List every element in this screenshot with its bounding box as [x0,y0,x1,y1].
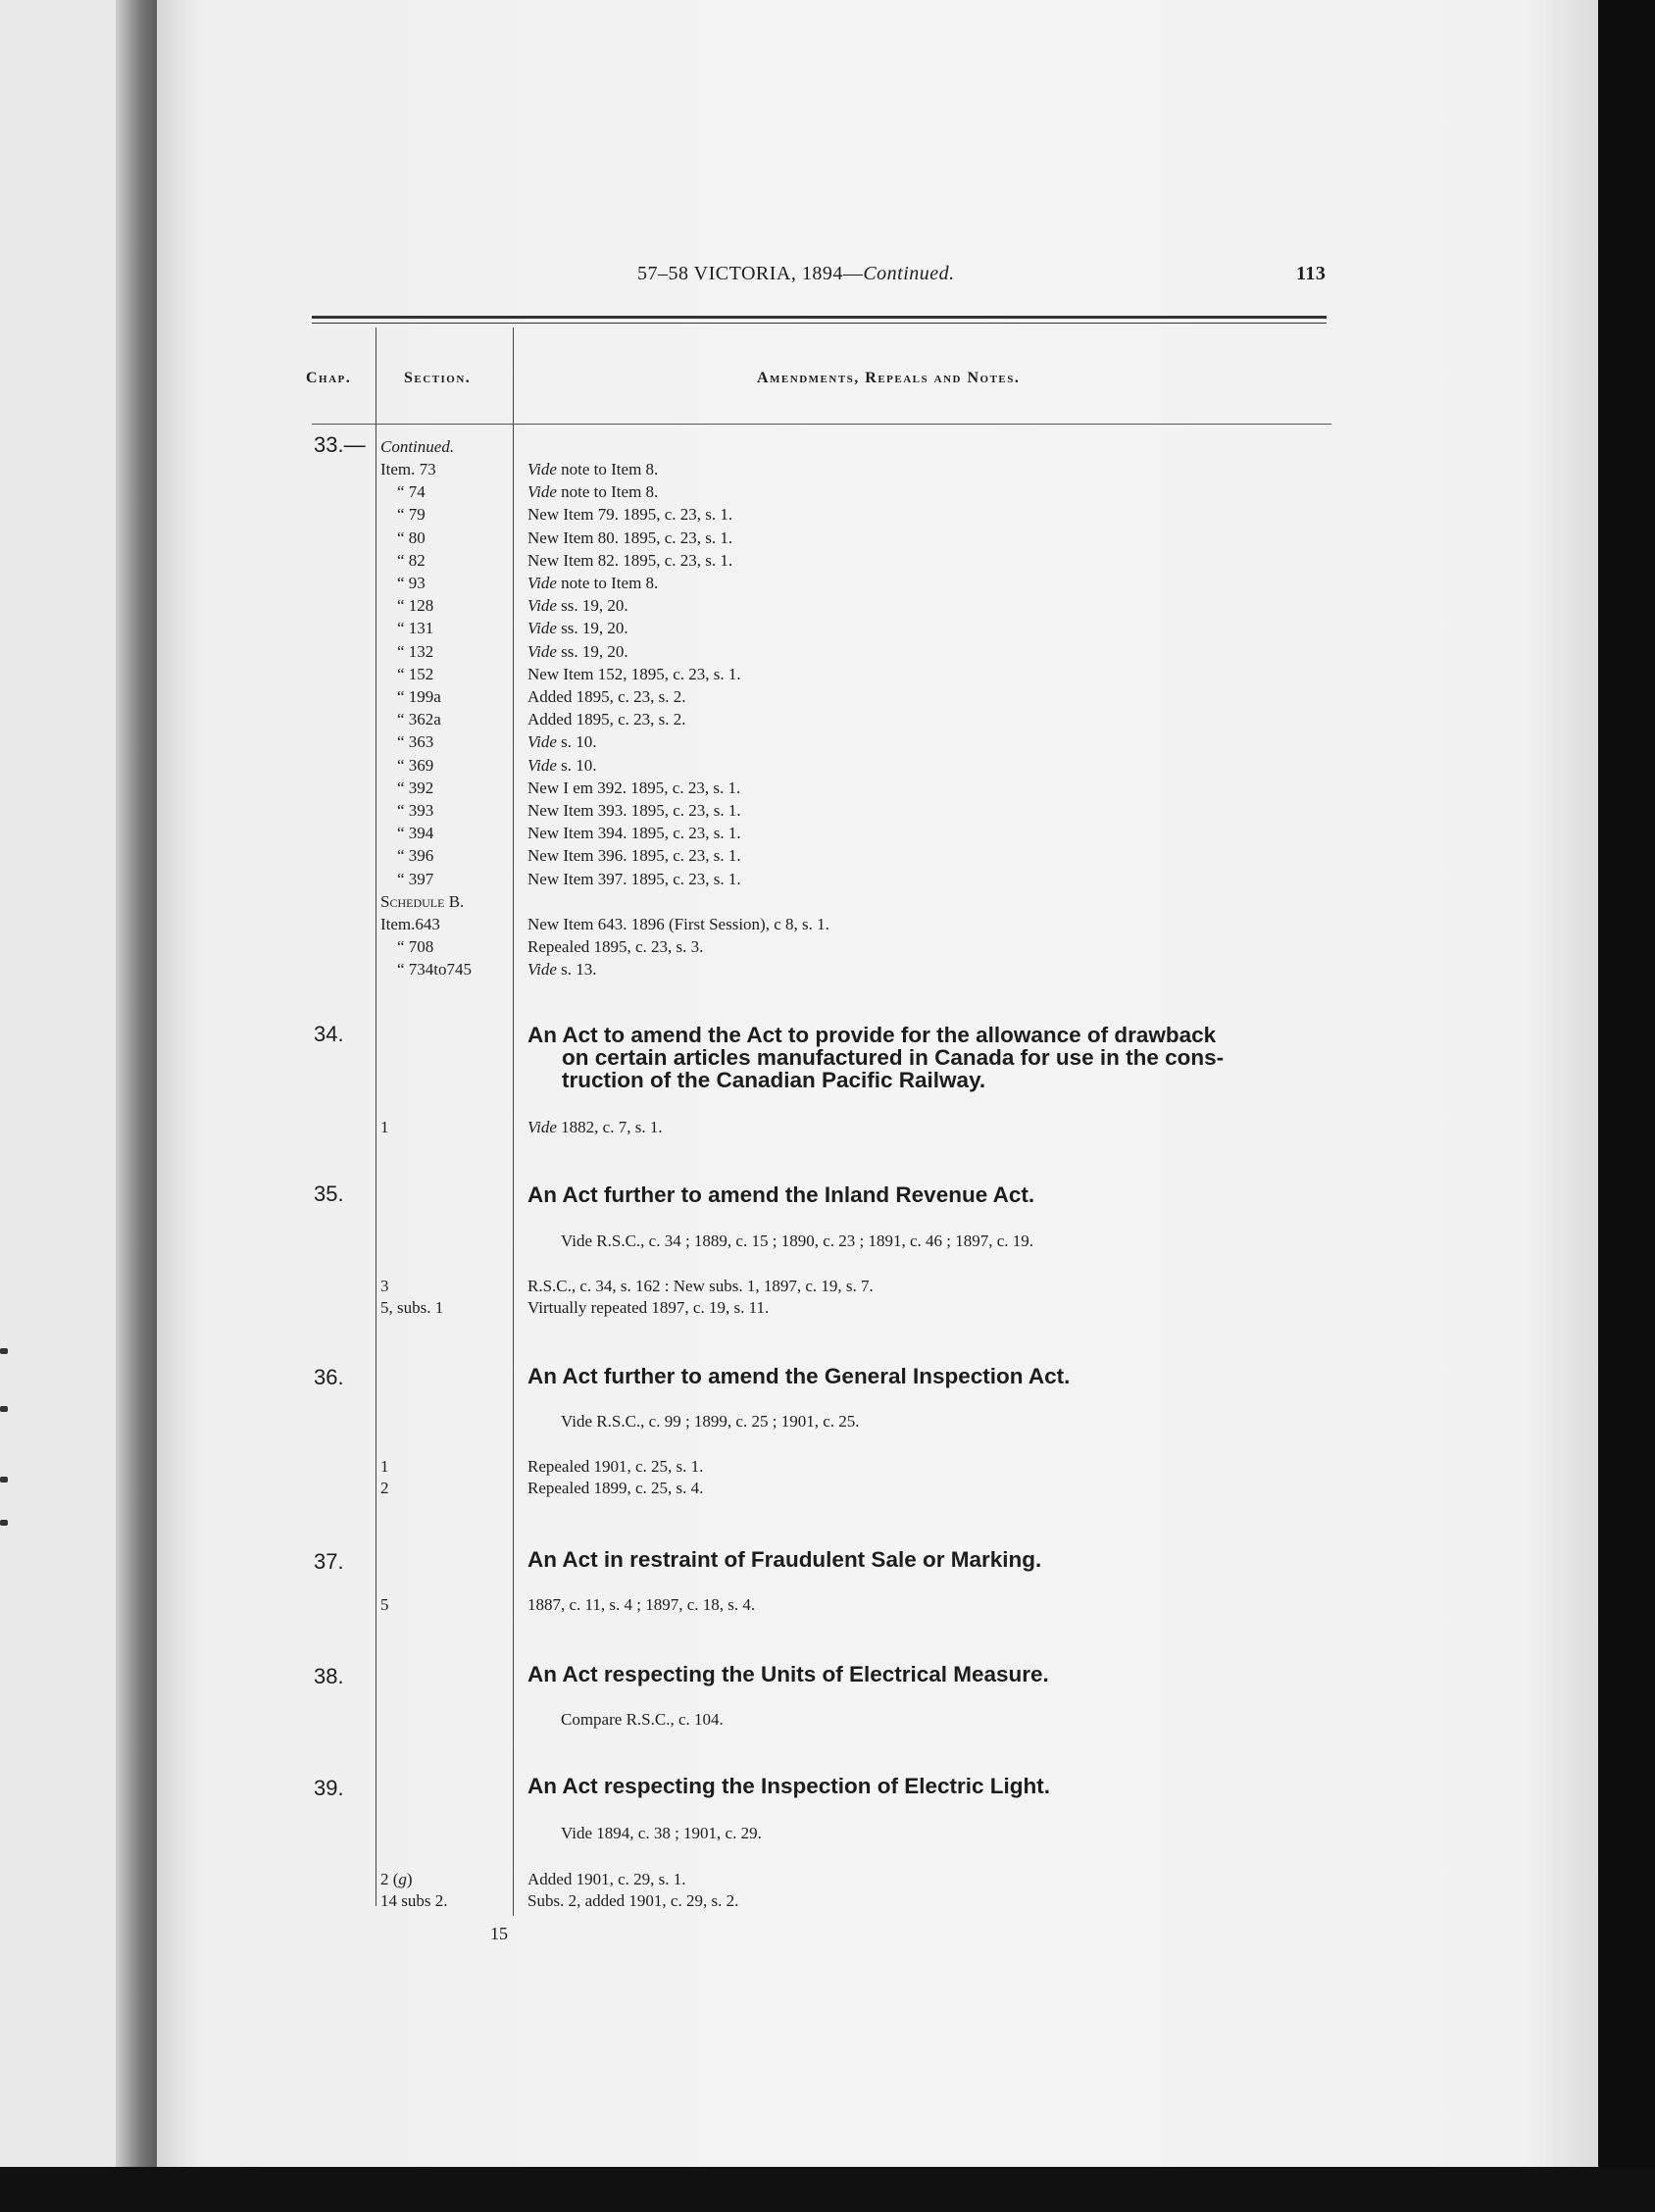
continued-label: Continued. [380,437,455,456]
amendment-note: Subs. 2, added 1901, c. 29, s. 2. [527,1891,739,1910]
section-number: 5, subs. 1 [380,1298,444,1317]
margin-mark [0,1406,8,1412]
section-number: 2 (g) [380,1870,413,1888]
section-number: “ 93 [397,574,426,592]
section-number: Item.643 [380,915,440,933]
act-title: An Act to amend the Act to provide for the allowance of drawback on certain articles manufactured in Canada for use in the cons- truction of the Canadian Pacific Railway. [527,1023,1225,1092]
amendment-note: Added 1895, c. 23, s. 2. [527,710,686,729]
act-title: An Act in restraint of Fraudulent Sale or Marking. [527,1547,1042,1572]
amendment-note: New Item 643. 1896 (First Session), c 8, s. 1. [527,915,829,933]
amendment-note: New Item 397. 1895, c. 23, s. 1. [527,870,741,888]
section-number: “ 363 [397,732,434,751]
chapter-number: 34. [314,1022,344,1046]
section-number: 2 [380,1479,389,1497]
section-number: “ 131 [397,619,434,637]
margin-mark [0,1520,8,1526]
amendment-note: Vide note to Item 8. [527,574,659,592]
act-title: An Act further to amend the Inland Revenue Act. [527,1182,1035,1207]
chapter-number: 38. [314,1664,344,1688]
section-number: 3 [380,1277,389,1295]
section-number: “ 79 [397,505,426,524]
section-number: “ 369 [397,756,434,775]
act-title: An Act respecting the Units of Electrical Measure. [527,1662,1049,1686]
amendment-note: Virtually repeated 1897, c. 19, s. 11. [527,1298,770,1317]
section-number: “ 396 [397,846,434,865]
section-number: “ 708 [397,937,434,956]
amendment-note: New Item 396. 1895, c. 23, s. 1. [527,846,741,865]
vide-note: Vide R.S.C., c. 34 ; 1889, c. 15 ; 1890, c. 23 ; 1891, c. 46 ; 1897, c. 19. [561,1232,1034,1250]
amendment-note: New Item 79. 1895, c. 23, s. 1. [527,505,733,524]
chapter-number: 39. [314,1776,344,1800]
background-bottom [0,2167,1655,2212]
section-number: “ 392 [397,779,434,797]
amendment-note: Repealed 1901, c. 25, s. 1. [527,1457,704,1476]
amendment-note: Added 1895, c. 23, s. 2. [527,687,686,706]
section-number: “ 362a [397,710,441,729]
section-number: “ 199a [397,687,441,706]
margin-mark [0,1477,8,1483]
section-number: “ 393 [397,801,434,820]
vide-note: Vide R.S.C., c. 99 ; 1899, c. 25 ; 1901, c. 25. [561,1412,860,1431]
column-divider-section [513,327,514,1916]
margin-mark [0,1348,8,1354]
header-rule [312,316,1327,319]
act-title: An Act respecting the Inspection of Electric Light. [527,1774,1050,1798]
signature-mark: 15 [490,1924,508,1943]
amendment-note: Vide s. 10. [527,756,597,775]
amendment-note: Vide note to Item 8. [527,482,659,501]
book-page [157,0,1598,2212]
background-edge [1598,0,1655,2212]
amendment-note: 1887, c. 11, s. 4 ; 1897, c. 18, s. 4. [527,1595,756,1614]
section-number: “ 152 [397,665,434,683]
amendment-note: Vide ss. 19, 20. [527,619,628,637]
section-number: “ 397 [397,870,434,888]
amendment-note: Vide ss. 19, 20. [527,596,628,615]
act-title: An Act further to amend the General Inspection Act. [527,1364,1071,1388]
section-number: 1 [380,1118,389,1136]
amendment-note: Vide s. 10. [527,732,597,751]
column-header-rule [312,424,1331,425]
book-gutter [116,0,157,2212]
column-header-chap: Chap. [306,370,352,386]
chapter-number: 37. [314,1549,344,1574]
section-number: “ 394 [397,824,434,842]
amendment-note: New Item 393. 1895, c. 23, s. 1. [527,801,741,820]
section-number: “ 80 [397,528,426,547]
section-number: 14 subs 2. [380,1891,448,1910]
column-header-section: Section. [404,370,472,386]
section-number: “ 82 [397,551,426,570]
vide-note: Vide 1894, c. 38 ; 1901, c. 29. [561,1824,762,1842]
section-number: “ 734to745 [397,960,473,979]
chapter-number: 33.— [314,432,366,457]
chapter-number: 36. [314,1365,344,1389]
amendment-note: New I em 392. 1895, c. 23, s. 1. [527,779,741,797]
amendment-note: Added 1901, c. 29, s. 1. [527,1870,686,1888]
section-number: 1 [380,1457,389,1476]
section-number: “ 74 [397,482,426,501]
section-number: 5 [380,1595,389,1614]
header-rule-thin [312,323,1327,324]
section-number: “ 132 [397,642,434,661]
amendment-note: R.S.C., c. 34, s. 162 : New subs. 1, 1897, c. 19, s. 7. [527,1277,874,1295]
amendment-note: Vide note to Item 8. [527,460,659,478]
running-head: 57–58 VICTORIA, 1894—Continued. [637,263,955,284]
amendment-note: Vide 1882, c. 7, s. 1. [527,1118,663,1136]
column-header-amendments: Amendments, Repeals and Notes. [757,370,1021,386]
amendment-note: New Item 152, 1895, c. 23, s. 1. [527,665,741,683]
amendment-note: Repealed 1895, c. 23, s. 3. [527,937,704,956]
section-number: “ 128 [397,596,434,615]
amendment-note: New Item 82. 1895, c. 23, s. 1. [527,551,733,570]
chapter-number: 35. [314,1181,344,1206]
section-number: Item. 73 [380,460,436,478]
amendment-note: Repealed 1899, c. 25, s. 4. [527,1479,704,1497]
section-number: Schedule B. [380,892,465,911]
amendment-note: Vide ss. 19, 20. [527,642,628,661]
page-number: 113 [1296,263,1327,284]
amendment-note: New Item 394. 1895, c. 23, s. 1. [527,824,741,842]
compare-note: Compare R.S.C., c. 104. [561,1710,724,1729]
amendment-note: New Item 80. 1895, c. 23, s. 1. [527,528,733,547]
amendment-note: Vide s. 13. [527,960,597,979]
